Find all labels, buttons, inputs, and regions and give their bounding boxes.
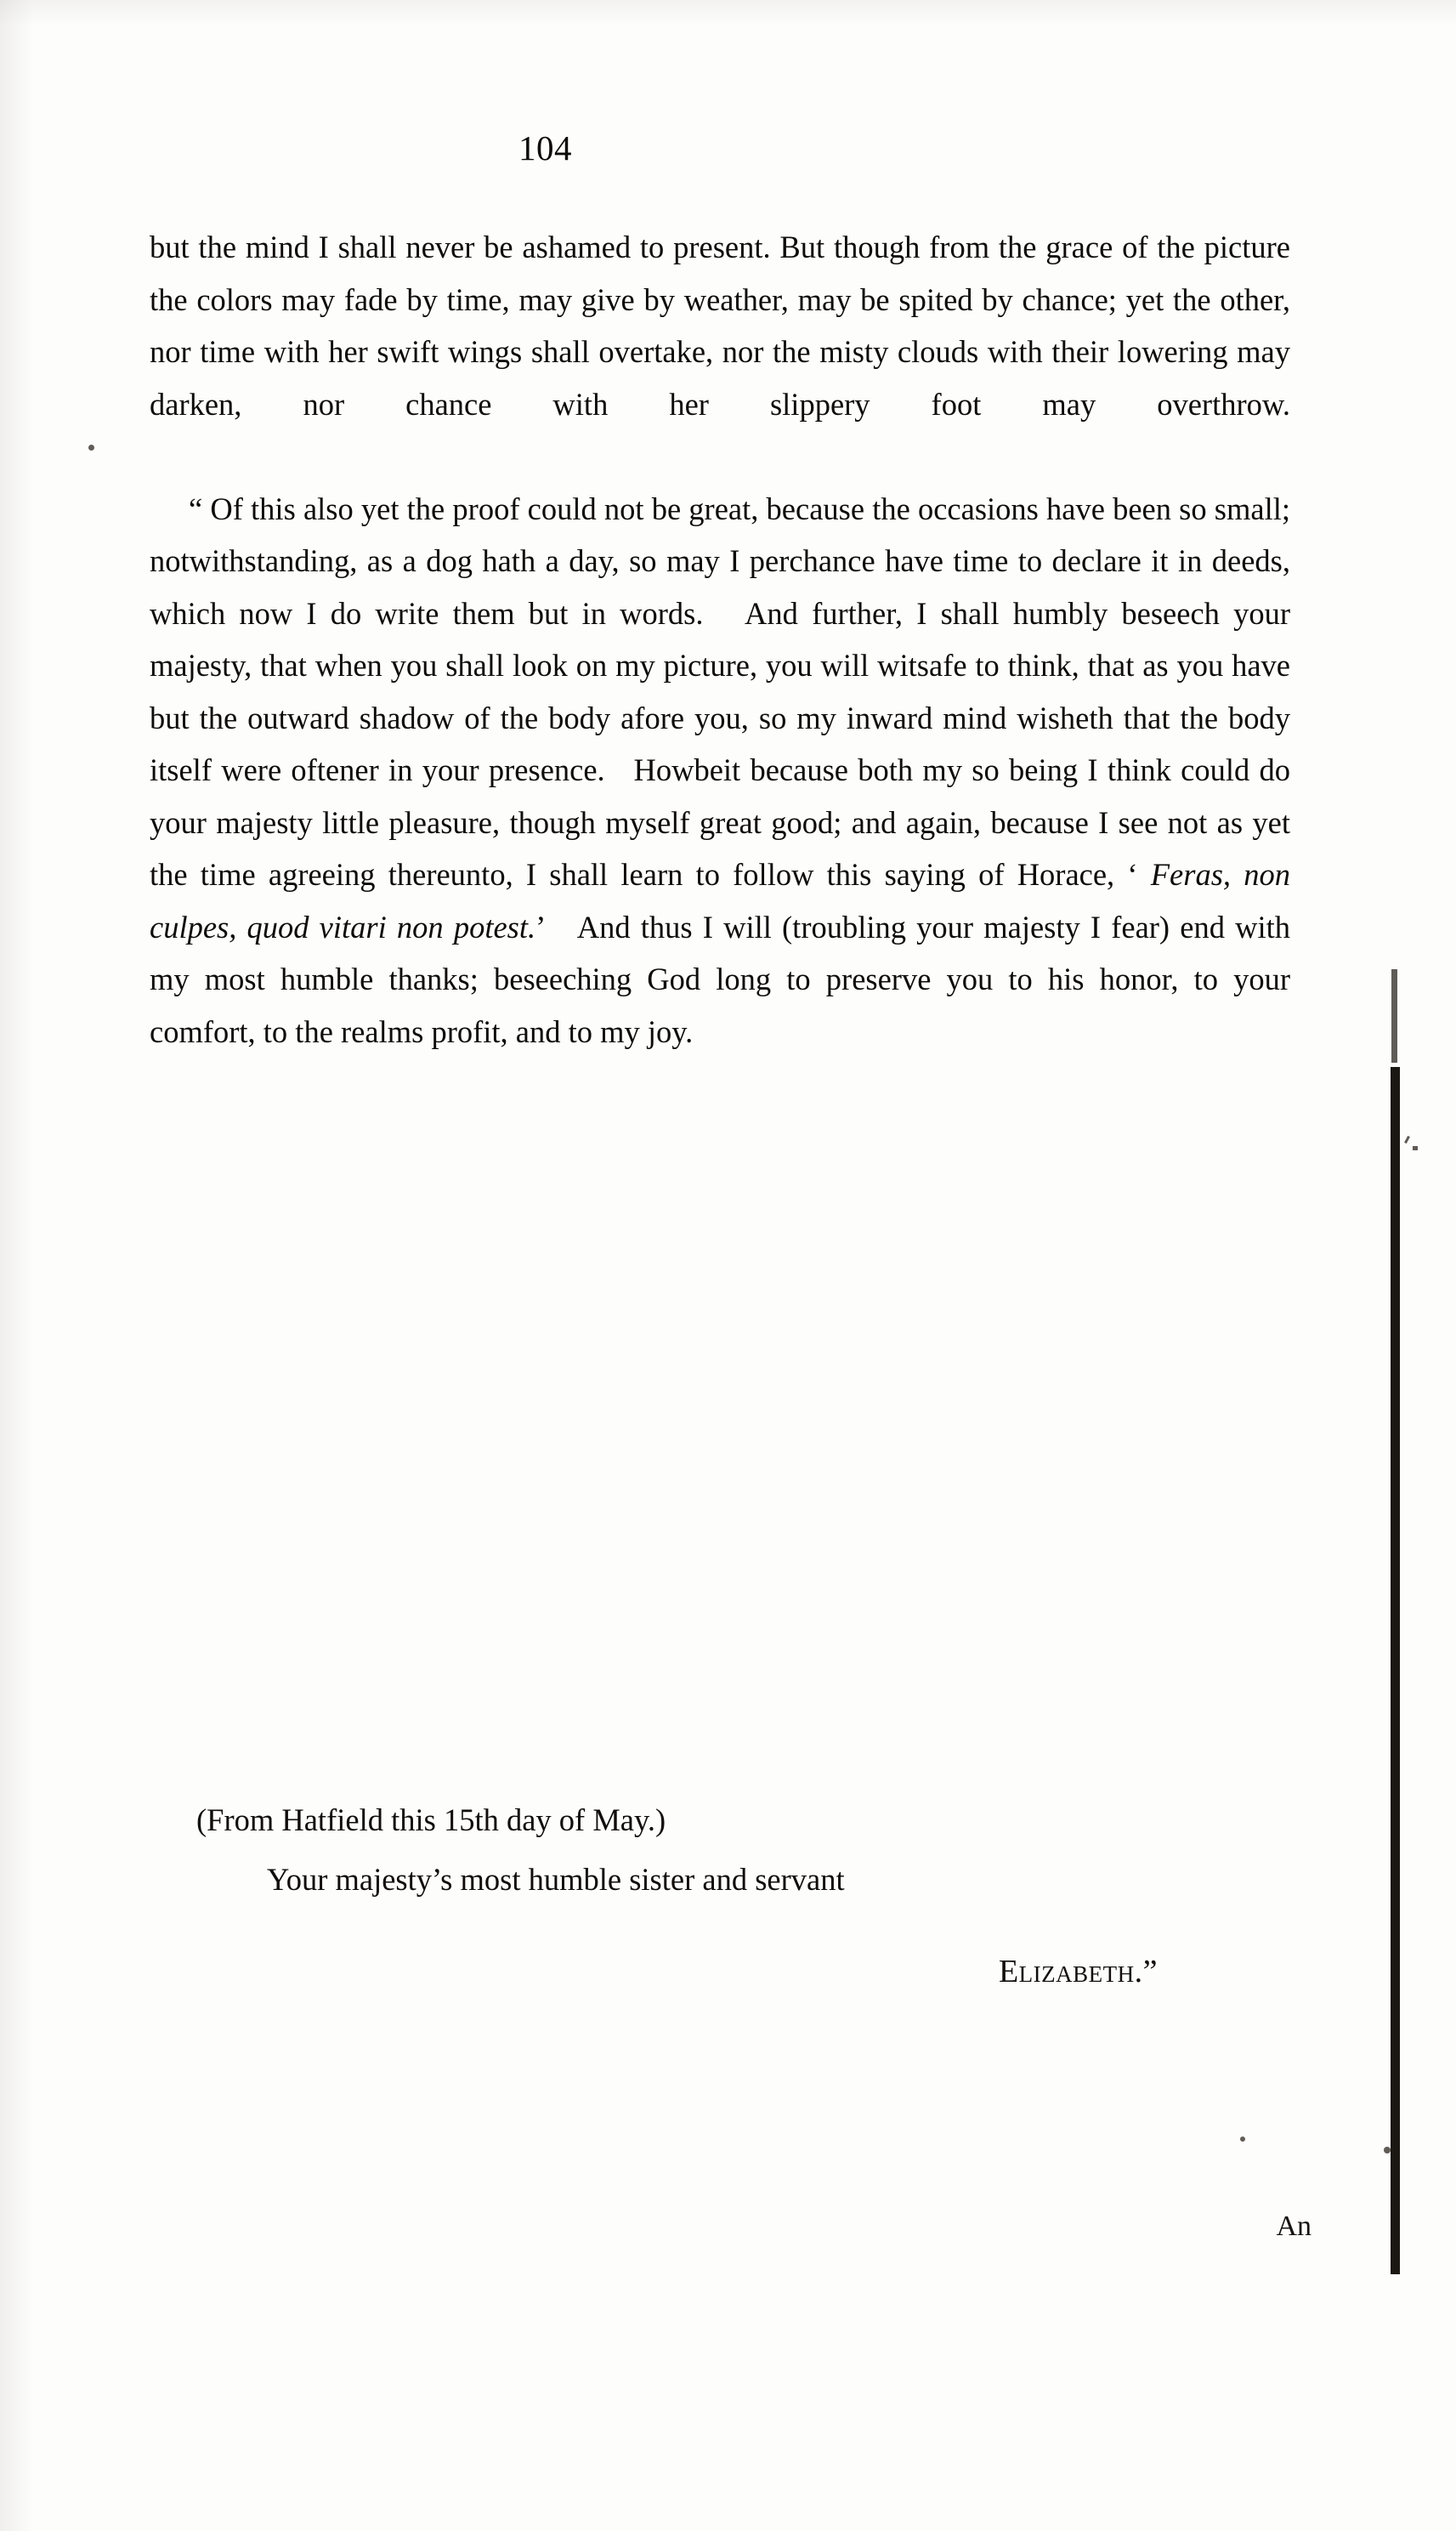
scan-tick <box>1404 1136 1410 1143</box>
scan-edge-shadow-top <box>0 0 1456 26</box>
paragraph-2-text-b: ’ And thus I will (troubling your majesty I fear) end with my most humble thanks; beseeching God long to preserve you to his honor, to your comfort, to the realms profit, and to my joy. <box>150 909 1290 1049</box>
book-binding-edge <box>1391 1067 1400 2274</box>
closing-salutation-line: Your majesty’s most humble sister and servant <box>267 1862 845 1897</box>
signature-name: Elizabeth.” <box>998 1954 1158 1989</box>
scan-speck <box>1413 1146 1418 1150</box>
page-number-value: 104 <box>518 128 572 167</box>
scan-speck <box>1384 2147 1391 2154</box>
scan-edge-shadow-left <box>0 0 34 2531</box>
paragraph-1: but the mind I shall never be ashamed to present. But though from the grace of the picture the colors may fade by time, may give by weather, may be spited by chance; yet the other, nor time with her swift wings shall overtake, nor the misty clouds with their lowering may darken, nor chance with her slippery foot may overthrow. <box>150 230 1290 422</box>
latin-quotation: Feras, non culpes, quod vitari non potest. <box>150 857 1291 945</box>
paragraph-2 <box>150 483 1290 1058</box>
book-binding-edge-upper <box>1391 969 1397 1063</box>
catchword: An <box>1276 2210 1312 2242</box>
letter-closing <box>150 1794 1290 1998</box>
body-text <box>150 221 1290 1058</box>
scan-speck <box>1240 2137 1245 2142</box>
scan-speck <box>88 445 94 451</box>
paragraph-2-text-a: “ Of this also yet the proof could not be great, because the occasions have been so small; notwithstanding, as a dog hath a day, so may I perchance have time to declare it in deeds, which now I do write them but in words. And further, I shall humbly beseech your majesty, that when you shall look on my picture, you will witsafe to think, that as you have but the outward shadow of the body afore you, so my inward mind wisheth that the body itself were oftener in your presence. Howbeit because both my so being I think could do your majesty little pleasure, though myself great good; and again, because I see not as yet the time agreeing thereunto, I shall learn to follow this saying of Horace, ‘ <box>150 491 1290 892</box>
page-number <box>0 128 1456 168</box>
closing-place-line: (From Hatfield this 15th day of May.) <box>196 1802 666 1837</box>
closing-signature <box>150 1945 1290 1998</box>
